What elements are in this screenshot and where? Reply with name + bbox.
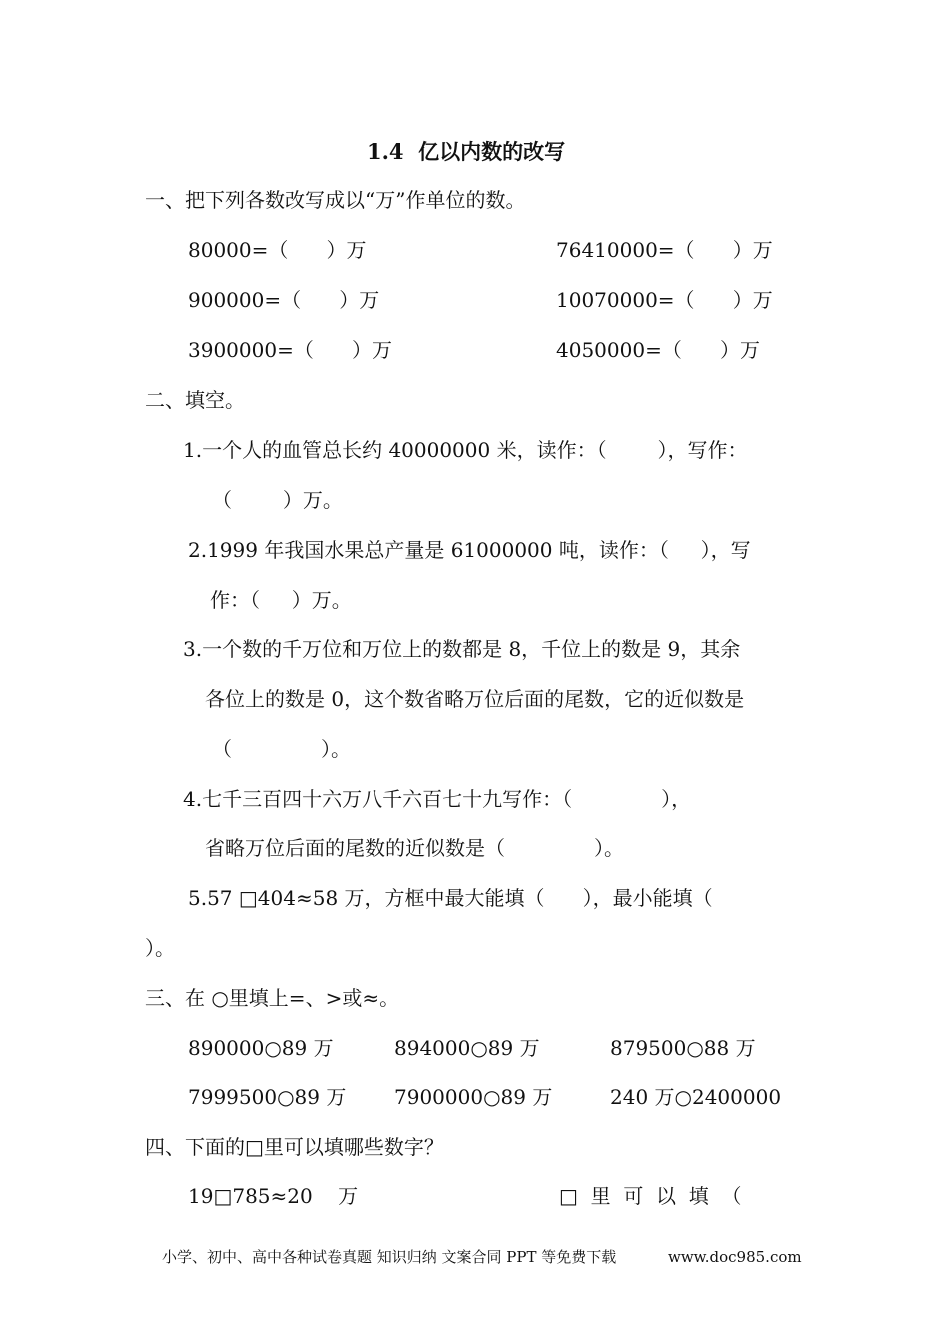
page-title: 1.4 亿以内数的改写 [367,139,566,164]
estimate-expression: 19□785≈20 万 [188,1184,359,1208]
conversion-item: 4050000=（ ）万 [556,338,760,362]
comparison-item: 240 万○2400000 [610,1085,782,1109]
footer-url: www.doc985.com [668,1248,802,1266]
comparison-item: 879500○88 万 [610,1036,756,1060]
question-line: 5.57 □404≈58 万，方框中最大能填（ ），最小能填（ [188,886,713,910]
comparison-item: 7999500○89 万 [188,1085,347,1109]
footer-text: 小学、初中、高中各种试卷真题 知识归纳 文案合同 PPT 等免费下载 [162,1248,617,1266]
section-1-heading: 一、把下列各数改写成以“万”作单位的数。 [145,188,526,212]
conversion-item: 900000=（ ）万 [188,288,380,312]
conversion-item: 76410000=（ ）万 [556,238,773,262]
question-line: （ ）万。 [212,488,343,512]
conversion-item: 80000=（ ）万 [188,238,367,262]
question-line: （ ）。 [212,737,352,761]
section-2-heading: 二、填空。 [145,388,245,412]
conversion-item: 3900000=（ ）万 [188,338,392,362]
section-4-heading: 四、下面的□里可以填哪些数字？ [145,1135,444,1159]
comparison-item: 894000○89 万 [394,1036,540,1060]
section-3-heading: 三、在 ○里填上=、>或≈。 [145,986,400,1010]
question-line: 各位上的数是 0，这个数省略万位后面的尾数，它的近似数是 [205,687,745,711]
question-line: 3.一个数的千万位和万位上的数都是 8，千位上的数是 9，其余 [183,637,741,661]
estimate-fill-prompt: □ 里 可 以 填 （ [559,1184,742,1208]
comparison-item: 890000○89 万 [188,1036,334,1060]
question-line: 1.一个人的血管总长约 40000000 米，读作：（ ），写作： [183,438,748,462]
question-line: 作：（ ）万。 [210,588,352,612]
question-line: 省略万位后面的尾数的近似数是（ ）。 [205,836,625,860]
question-line: ）。 [145,936,175,960]
comparison-item: 7900000○89 万 [394,1085,553,1109]
question-line: 2.1999 年我国水果总产量是 61000000 吨，读作：（ ），写 [188,538,751,562]
question-line: 4.七千三百四十六万八千六百七十九写作：（ ）， [183,787,692,811]
conversion-item: 10070000=（ ）万 [556,288,773,312]
